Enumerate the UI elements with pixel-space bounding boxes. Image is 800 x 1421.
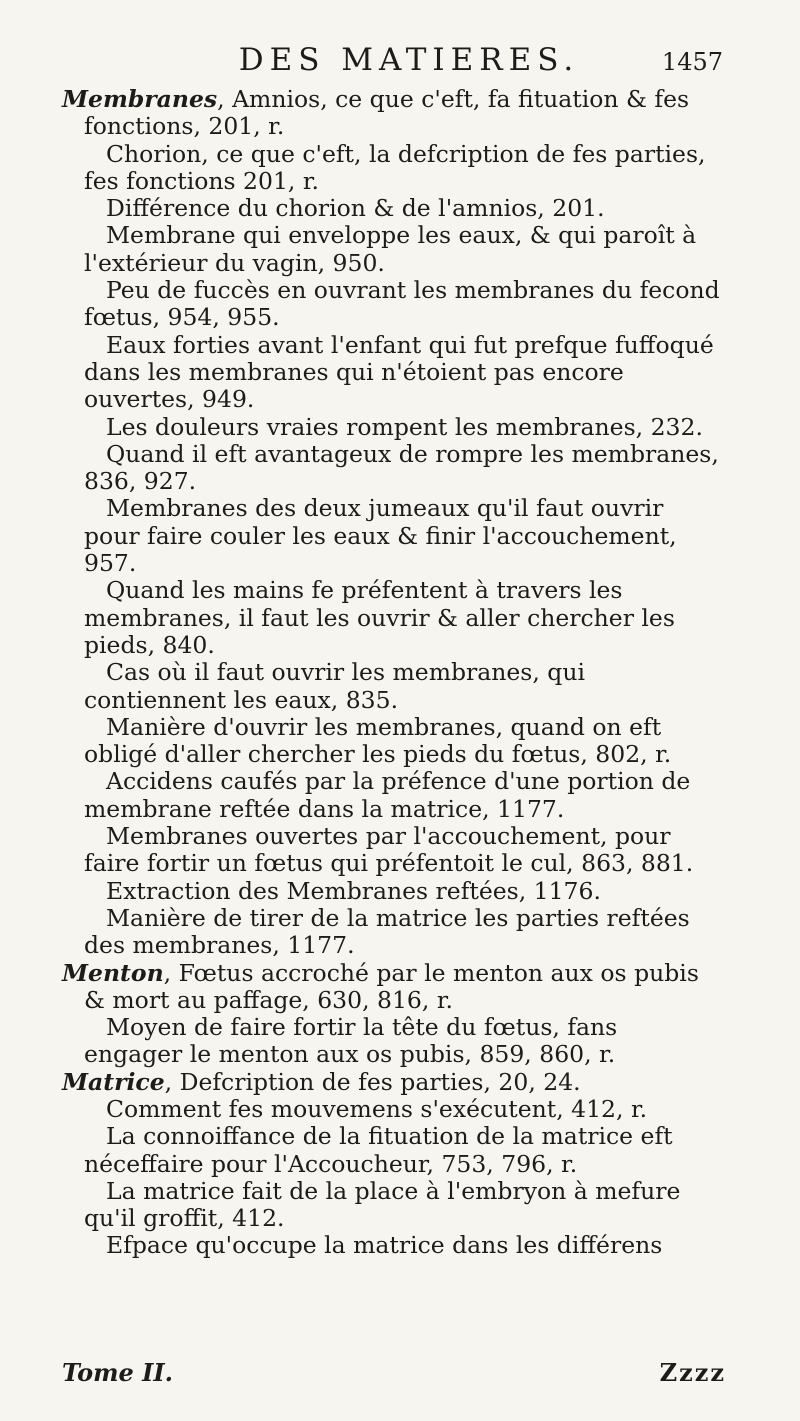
running-title: DES MATIERES. [238,42,580,78]
index-subentry [62,768,720,823]
index-subentry [62,905,720,960]
signature-mark: Zzzz [659,1358,726,1387]
page-number: 1457 [661,48,723,76]
index-subentry [62,332,720,414]
entry-text: Manière de tirer de la matrice les parties reftées des membranes, 1177. [84,903,690,960]
entry-text: Peu de fuccès en ouvrant les membranes du fecond fœtus, 954, 955. [84,276,720,332]
entry-text: Différence du chorion & de l'amnios, 201. [106,194,605,223]
entry-text: Efpace qu'occupe la matrice dans les différens [106,1231,663,1260]
entry-text: Comment fes mouvemens s'exécutent, 412, r. [106,1094,648,1123]
index-body [62,86,720,1260]
entry-text: Chorion, ce que c'eft, la defcription de fes parties, fes fonctions 201, r. [84,139,706,195]
entry-text: La connoiffance de la fituation de la matrice eft néceffaire pour l'Accoucheur, 753, 796, r. [84,1122,673,1178]
index-subentry [62,1014,720,1069]
index-subentry [62,222,720,277]
entry-text: Membranes des deux jumeaux qu'il faut ouvrir pour faire couler les eaux & finir l'accouchement, 957. [84,494,677,578]
volume-label: Tome II. [62,1358,173,1387]
entry-text: Membrane qui enveloppe les eaux, & qui paroît à l'extérieur du vagin, 950. [84,221,697,277]
index-entry [62,1069,720,1096]
page-footer [62,1358,726,1388]
entry-headword: Matrice [62,1067,165,1096]
index-entry [62,960,720,1015]
entry-text: Extraction des Membranes reftées, 1176. [106,876,601,905]
entry-text: , Fœtus accroché par le menton aux os pubis & mort au paffage, 630, 816, r. [84,958,699,1014]
entry-text: Membranes ouvertes par l'accouchement, pour faire fortir un fœtus qui préfentoit le cul, 863, 881. [84,822,694,878]
page-header [95,40,723,80]
index-subentry [62,878,720,905]
entry-text: Les douleurs vraies rompent les membranes, 232. [106,412,703,441]
entry-text: La matrice fait de la place à l'embryon à mefure qu'il groffit, 412. [84,1176,681,1233]
entry-text: Manière d'ouvrir les membranes, quand on eft obligé d'aller chercher les pieds du fœtus, 802, r. [84,712,672,769]
entry-text: , Defcription de fes parties, 20, 24. [164,1067,581,1096]
index-subentry [62,141,720,196]
entry-text: Moyen de faire fortir la tête du fœtus, fans engager le menton aux os pubis, 859, 860, r. [84,1013,618,1069]
entry-text: Quand les mains fe préfentent à travers les membranes, il faut les ouvrir & aller chercher les pieds, 840. [84,576,675,659]
index-subentry [62,659,720,714]
index-subentry [62,1232,720,1259]
index-subentry [62,495,720,577]
index-subentry [62,414,720,441]
index-subentry [62,277,720,332]
entry-text: Quand il eft avantageux de rompre les membranes, 836, 927. [84,439,719,496]
index-subentry [62,577,720,659]
entry-text: Cas où il faut ouvrir les membranes, qui contiennent les eaux, 835. [84,658,585,714]
entry-text: , Amnios, ce que c'eft, fa fituation & fes fonctions, 201, r. [84,85,690,141]
entry-text: Eaux forties avant l'enfant qui fut prefque fuffoqué dans les membranes qui n'étoient pas encore ouvertes, 949. [84,330,714,414]
index-subentry [62,714,720,769]
index-entry [62,86,720,141]
entry-headword: Menton [62,958,164,987]
index-subentry [62,1123,720,1178]
entry-text: Accidens caufés par la préfence d'une portion de membrane reftée dans la matrice, 1177. [84,767,691,823]
index-subentry [62,441,720,496]
index-subentry [62,823,720,878]
index-subentry [62,1178,720,1233]
index-subentry [62,195,720,222]
index-subentry [62,1096,720,1123]
entry-headword: Membranes [62,85,218,113]
